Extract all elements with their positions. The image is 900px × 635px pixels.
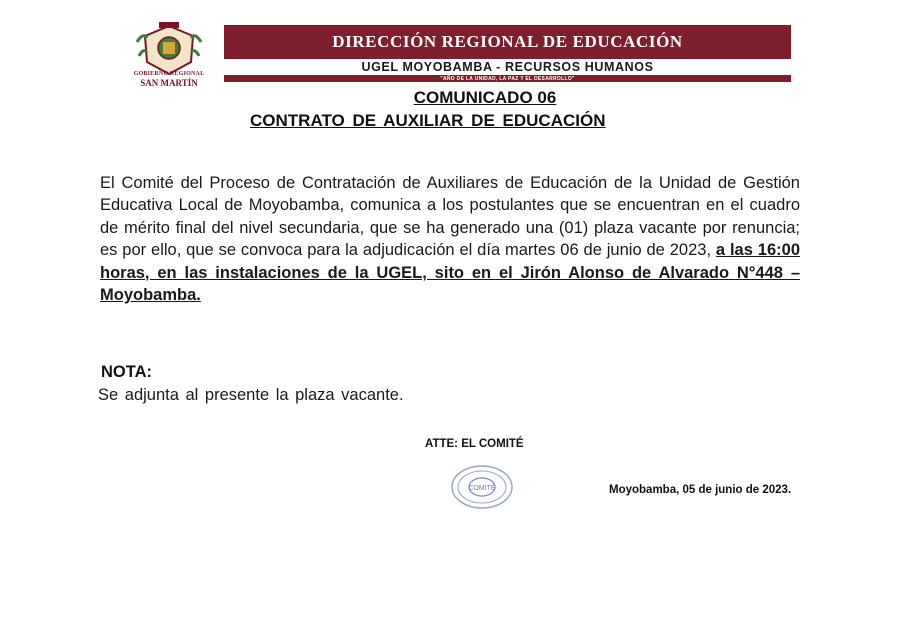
- motto-banner: [224, 75, 791, 82]
- header-title: DIRECCIÓN REGIONAL DE EDUCACIÓN: [332, 32, 683, 51]
- logo-line-2: SAN MARTÍN: [140, 78, 198, 88]
- header-subtitle: UGEL MOYOBAMBA - RECURSOS HUMANOS: [361, 60, 654, 74]
- document-date: Moyobamba, 05 de junio de 2023.: [609, 484, 792, 496]
- announcement-body: [100, 172, 800, 306]
- body-plain-text: El Comité del Proceso de Contratación de Auxiliares de Educación de la Unidad de Gestión Educativa Local de Moyobamba, comunica a los postulantes que se encuentran en el cuadro de mérito final del nivel secundaria, que se ha generado una (01) plaza vacante por renuncia; es por ello, que se convoca para la adjudicación el día martes 06 de junio de 2023,: [100, 174, 800, 260]
- signature-line: ATTE: EL COMITÉ: [425, 438, 524, 450]
- note-label: NOTA:: [101, 363, 153, 381]
- note-text: Se adjunta al presente la plaza vacante.: [98, 386, 404, 404]
- logo-caption: [120, 70, 218, 88]
- logo-line-1: GOBIERNO REGIONAL: [133, 71, 205, 77]
- header-banner: [224, 25, 791, 59]
- seal-text: COMITÉ: [468, 485, 496, 492]
- body-highlight-text: a las 16:00 horas, en las instalaciones de la UGEL, sito en el Jirón Alonso de Alvarado N°448 – Moyobamba.: [100, 241, 800, 305]
- document-title: COMUNICADO 06: [413, 88, 557, 107]
- document-subject: CONTRATO DE AUXILIAR DE EDUCACIÓN: [250, 111, 606, 130]
- motto-text: "AÑO DE LA UNIDAD, LA PAZ Y EL DESARROLLO": [440, 75, 575, 82]
- committee-seal-icon: [450, 464, 514, 510]
